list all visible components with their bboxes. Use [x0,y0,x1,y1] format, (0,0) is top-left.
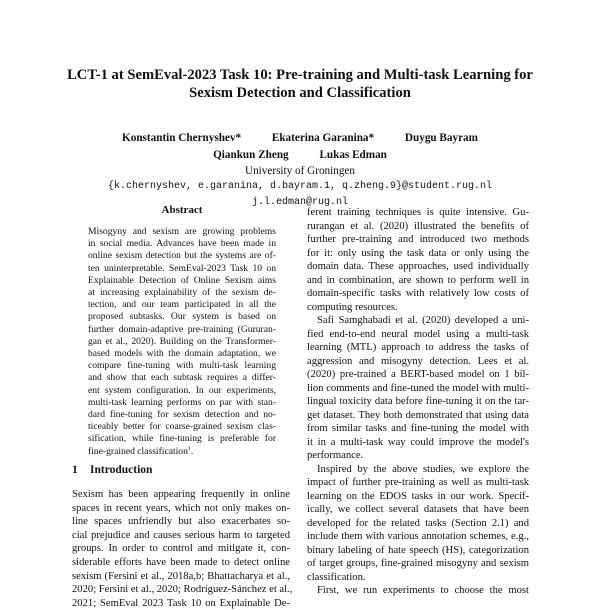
text-line: 2021; SemEval 2023 Task 10 on Explainable De- [72,597,290,609]
text-line: performance. [307,450,364,461]
author-name: Konstantin Chernyshev* [122,132,242,144]
text-line: Explainable Detection of Online Sexism aims [88,274,276,286]
text-line: impact of further pre-training as well as multi-task [307,477,529,488]
author-name: Lukas Edman [319,149,387,161]
text-line: computing resources. [307,301,398,313]
text-line: gan et al., 2020). Building on the Transformer- [88,335,276,347]
text-line: Inspired by the above studies, we explore the [317,463,529,475]
text-line: ticeably better for coarse-grained sexism clas- [88,421,276,433]
text-line: multi-task learning performs on par with stan- [88,396,276,408]
author-name: Duygu Bayram [404,132,478,144]
text-line: tection, and our team participated in all the [88,299,276,311]
text-line: proposed subtasks. Our system is based on [88,311,276,323]
text-line: groups. In order to control and mitigate it, con- [72,543,290,555]
text-line: lion comments and fine-tuned the model with multi- [307,382,529,394]
text-line: further pre-training and introduced two methods [307,234,529,245]
authors [0,130,600,164]
text-line: First, we run experiments to choose the most [317,585,529,596]
text-line: Safi Samghabadi et al. (2020) developed a uni- [317,315,529,326]
text-line: based models with the domain adaptation, we [88,348,276,360]
abstract-body [88,226,276,458]
text-line: sification, while fine-tuning is preferable for [88,433,276,445]
text-line: spaces in recent years, which not only makes on- [72,502,290,514]
author-name: Qiankun Zheng [213,149,289,161]
text-line: Misogyny and sexism are growing problems [88,226,276,237]
text-line: compare fine-tuning with multi-task learning [88,360,276,372]
text-line: sexism (Fersini et al., 2018a,b; Bhattacharya et al., [72,570,290,582]
text-line: get dataset. They both demonstrated that using data [307,409,529,421]
text-span: fine-grained classification [88,445,188,457]
text-line: developed for the related tasks (Section 2.1) and [307,517,529,529]
text-line: ically, we collect several datasets that have been [307,504,529,515]
text-line [88,446,276,458]
right-column-body [307,206,529,598]
text-line: Sexism has been appearing frequently in online [72,489,290,500]
section-title: Introduction [90,464,153,476]
footnote-mark[interactable]: 1 [187,445,191,452]
text-line: cial prejudice and causes serious harm to targeted [72,529,290,541]
email: {k.chernyshev, e.garanina, d.bayram.1, q.zheng.9}@student.rug.nl [107,181,493,192]
abstract-heading: Abstract [161,204,203,216]
text-line: ent system configuration. In our experiments, [88,384,276,396]
text-line: (2020) pre-trained a BERT-based model on 1 bil- [307,369,529,380]
text-line: dard fine-tuning for sexism detection and no- [88,409,276,421]
text-line: domain data. These approaches, used individually [307,261,529,272]
title-line: LCT-1 at SemEval-2023 Task 10: Pre-training and Multi-task Learning for [67,67,533,83]
affiliation: University of Groningen [245,165,355,177]
text-line: further domain-adaptive pre-training (Gururan- [88,323,276,335]
text-line: include them with various annotation schemes, e.g., [307,531,529,542]
section-number: 1 [72,464,78,476]
text-line: fied end-to-end neural model using a multi-task [307,328,529,340]
text-line: learning on the EDOS tasks in our work. Specif- [307,490,529,502]
text-line: it in a multi-task way could improve the model's [307,436,529,448]
text-line: online sexism detection but the systems are of- [88,250,276,262]
text-line: and show that each subtask requires a differ- [88,372,276,384]
author-name: Ekaterina Garanina* [271,132,375,144]
text-line: learning (MTL) approach to address the tasks of [307,342,529,353]
text-line: of target groups, fine-grained misogyny and sexism [307,558,529,569]
text-line: line spaces unfriendly but also exacerbates so- [72,516,290,528]
text-line: domain-specific tasks with relatively low costs of [307,288,529,299]
title-line: Sexism Detection and Classification [189,85,411,101]
text-line: ten uninterpretable. SemEval-2023 Task 10 on [88,262,276,274]
text-line: binary labeling of hate speech (HS), categorization [307,544,529,556]
text-line: ferent training techniques is quite intensive. Gu- [307,207,529,218]
text-line: at increasing explainability of the sexism de- [88,287,276,299]
text-line: and in combination, are shown to perform well in [307,274,529,286]
text-line: aggression and misogyny detection. Lees et al. [307,355,529,367]
text-line: siderable efforts have been made to detect online [72,556,290,568]
section-heading-introduction [72,464,152,476]
text-line: rurangan et al. (2020) illustrated the benefits of [307,220,529,232]
paper-title [0,66,600,102]
text-span: . [190,445,194,457]
text-line: lingual toxicity data before fine-tuning it on the tar- [307,396,529,407]
text-line: 2020; Fersini et al., 2020; Rodríguez-Sánchez et al., [72,584,293,596]
text-line: for it: only using the task data or only using the [307,247,529,259]
introduction-body [72,488,293,610]
text-line: classification. [307,571,366,583]
text-line: in social media. Advances have been made in [88,238,276,250]
email: j.l.edman@rug.nl [251,197,348,208]
text-line: from similar tasks and fine-tuning the model with [307,423,529,434]
